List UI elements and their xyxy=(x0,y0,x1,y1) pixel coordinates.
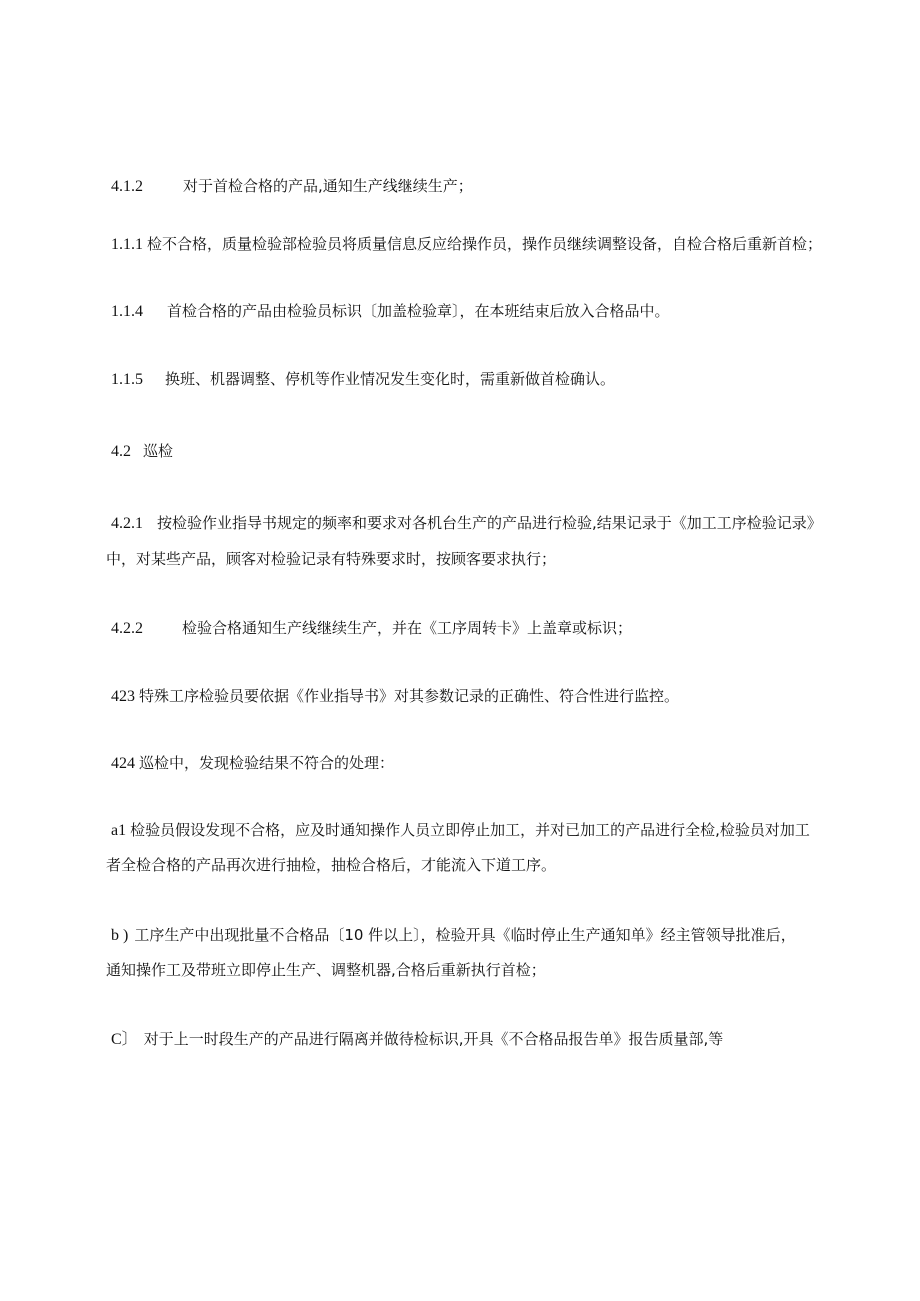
paragraph-text: 按检验作业指导书规定的频率和要求对各机台生产的产品进行检验,结果记录于《加工工序检验记录》 xyxy=(157,514,822,532)
paragraph-1-1-4 xyxy=(111,301,670,322)
paragraph-text: 特殊工序检验员要依据《作业指导书》对其参数记录的正确性、符合性进行监控。 xyxy=(139,687,680,705)
item-text: 工序生产中出现批量不合格品〔10 件以上〕，检验开具《临时停止生产通知单》经主管领导批准后， xyxy=(134,926,796,944)
paragraph-number: 4.2.1 xyxy=(111,515,143,532)
item-marker: C〕 xyxy=(111,1031,138,1048)
item-text: 对于上一时段生产的产品进行隔离并做待检标识,开具《不合格品报告单》报告质量部,等 xyxy=(143,1030,724,1048)
paragraph-4-2-4 xyxy=(111,753,394,774)
paragraph-text: 首检合格的产品由检验员标识〔加盖检验章〕，在本班结束后放入合格品中。 xyxy=(167,302,670,320)
paragraph-number: 1.1.1 xyxy=(111,236,143,253)
paragraph-1-1-5 xyxy=(111,369,615,390)
paragraph-text: 检不合格，质量检验部检验员将质量信息反应给操作员，操作员继续调整设备，自检合格后重新首检； xyxy=(147,235,823,253)
paragraph-number: 4.2.2 xyxy=(111,620,143,637)
paragraph-4-1-2 xyxy=(111,176,473,197)
paragraph-4-2-1-continued: 中，对某些产品，顾客对检验记录有特殊要求时，按顾客要求执行； xyxy=(106,550,557,568)
item-c xyxy=(111,1029,723,1050)
paragraph-1-1-1 xyxy=(111,234,822,255)
paragraph-text: 巡检中，发现检验结果不符合的处理： xyxy=(139,754,395,772)
paragraph-number: 1.1.4 xyxy=(111,303,143,320)
item-marker: a1 xyxy=(111,822,127,839)
section-title: 巡检 xyxy=(143,442,174,460)
paragraph-number: 423 xyxy=(111,688,135,705)
paragraph-text: 检验合格通知生产线继续生产，并在《工序周转卡》上盖章或标识； xyxy=(182,619,633,637)
item-text: 检验员假设发现不合格，应及时通知操作人员立即停止加工，并对已加工的产品进行全检,检验员对加工 xyxy=(130,821,810,839)
section-heading-4-2 xyxy=(111,441,173,462)
item-marker: b ) xyxy=(111,927,129,944)
paragraph-text: 换班、机器调整、停机等作业情况发生变化时，需重新做首检确认。 xyxy=(165,370,616,388)
paragraph-4-2-3 xyxy=(111,686,679,707)
item-a1-continued: 者全检合格的产品再次进行抽检，抽检合格后，才能流入下道工序。 xyxy=(106,856,557,874)
paragraph-number: 4.1.2 xyxy=(111,178,143,195)
paragraph-4-2-2 xyxy=(111,618,632,639)
paragraph-text: 对于首检合格的产品,通知生产线继续生产； xyxy=(183,177,473,195)
section-number: 4.2 xyxy=(111,443,131,460)
paragraph-4-2-1 xyxy=(111,513,822,534)
paragraph-number: 424 xyxy=(111,755,135,772)
item-a1 xyxy=(111,820,810,841)
paragraph-number: 1.1.5 xyxy=(111,371,143,388)
item-b xyxy=(111,925,796,946)
item-b-continued: 通知操作工及带班立即停止生产、调整机器,合格后重新执行首检； xyxy=(106,961,546,979)
